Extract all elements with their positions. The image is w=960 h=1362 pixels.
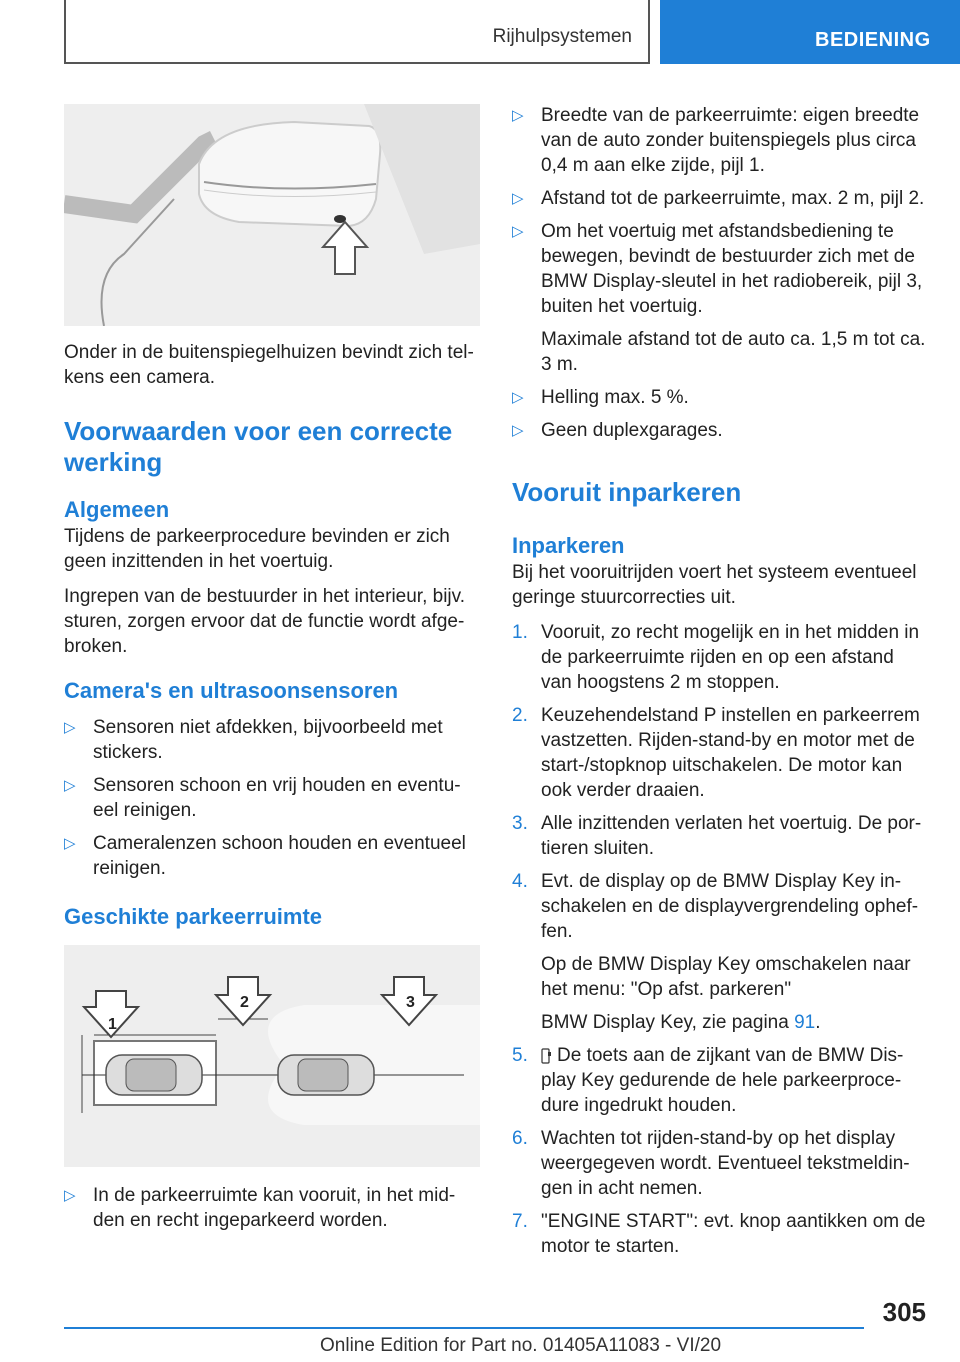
diagram-label: 3 (406, 994, 415, 1011)
list-item: ▷ Cameralenzen schoon houden en eventueel reinigen. (64, 833, 466, 879)
sensors-heading: Camera's en ultrasoonsensoren (64, 678, 399, 703)
general-paragraph-2: Ingrepen van de bestuurder in het interieur, bijv. sturen, zorgen ervoor dat de functie wordt afge-broken. (64, 586, 466, 657)
left-column (64, 100, 480, 1241)
step-number: 5. (512, 1045, 528, 1066)
triangle-bullet-icon: ▷ (512, 422, 524, 439)
list-item: ▷ In de parkeerruimte kan vooruit, in het mid-den en recht ingeparkeerd worden. (64, 1185, 456, 1231)
list-item: 5. De toets aan de zijkant van de BMW Dis-play Key gedurende de hele parkeerproce-dure ingedrukt houden. (512, 1045, 904, 1116)
footer-edition: Online Edition for Part no. 01405A11083 - VI/20 (320, 1335, 722, 1356)
triangle-bullet-icon: ▷ (64, 719, 76, 736)
parking-space-diagram (64, 945, 480, 1167)
mirror-camera-figure (64, 104, 480, 326)
diagram-label: 1 (108, 1016, 117, 1033)
triangle-bullet-icon: ▷ (512, 389, 524, 406)
triangle-bullet-icon: ▷ (64, 835, 76, 852)
header-section-title: Rijhulpsystemen (492, 26, 632, 47)
triangle-bullet-icon: ▷ (64, 1187, 76, 1204)
forward-parking-heading: Vooruit inparkeren (512, 477, 742, 507)
car-icon (106, 1055, 202, 1095)
list-item-subtext: Op de BMW Display Key omschakelen naar het menu: "Op afst. parkeren" (541, 954, 911, 1000)
list-item-subtext: BMW Display Key, zie pagina 91. (541, 1012, 821, 1033)
step-number: 6. (512, 1128, 528, 1149)
conditions-heading: Voorwaarden voor een correcte werking (64, 416, 453, 477)
list-item: ▷ Helling max. 5 %. (512, 387, 689, 408)
list-item: ▷ Om het voertuig met afstandsbediening te bewegen, bevindt de bestuurder zich met de BMW Display-sleutel in het radiobereik, pijl 3, buiten het voertuig. Maximale afstand tot de auto ca. 1,5 m tot ca. 3 m. (512, 219, 928, 377)
parking-space-figure (64, 945, 480, 1167)
general-paragraph-1: Tijdens de parkeerprocedure bevinden er zich geen inzittenden in het voertuig. (64, 526, 450, 572)
diagram-label: 2 (240, 994, 249, 1011)
display-key-icon (541, 1048, 551, 1064)
step-number: 1. (512, 622, 528, 643)
list-item-subtext: Maximale afstand tot de auto ca. 1,5 m tot ca. 3 m. (541, 329, 926, 375)
step-number: 3. (512, 813, 528, 834)
parking-intro: Bij het vooruitrijden voert het systeem eventueel geringe stuurcorrecties uit. (512, 562, 917, 608)
step-number: 4. (512, 871, 528, 892)
list-item: ▷ Breedte van de parkeerruimte: eigen breedte van de auto zonder buitenspiegels plus circa 0,4 m aan elke zijde, pijl 1. (512, 105, 920, 176)
parking-heading: Inparkeren (512, 533, 625, 558)
list-item: 7. "ENGINE START": evt. knop aantikken om de motor te starten. (512, 1211, 926, 1257)
list-item: ▷ Afstand tot de parkeerruimte, max. 2 m, pijl 2. (512, 188, 925, 209)
triangle-bullet-icon: ▷ (512, 190, 524, 207)
list-item: 1. Vooruit, zo recht mogelijk en in het midden in de parkeerruimte rijden en op een afstand van hoogstens 2 m stoppen. (512, 622, 920, 693)
figure-caption: Onder in de buitenspiegelhuizen bevindt zich tel-kens een camera. (64, 342, 474, 388)
mirror-camera-illustration (64, 104, 480, 326)
footer-divider (64, 1327, 864, 1329)
list-item: 3. Alle inzittenden verlaten het voertuig. De por-tieren sluiten. (512, 813, 922, 859)
list-item: ▷ Geen duplexgarages. (512, 420, 723, 441)
triangle-bullet-icon: ▷ (64, 777, 76, 794)
car-icon (278, 1055, 374, 1095)
parking-space-heading: Geschikte parkeerruimte (64, 904, 323, 929)
header-section-box (64, 0, 650, 64)
step-number: 7. (512, 1211, 528, 1232)
step-number: 2. (512, 705, 528, 726)
space-requirements-list (512, 103, 928, 443)
sensors-list (64, 715, 480, 881)
page-reference-link[interactable]: 91 (794, 1012, 816, 1033)
header-chapter-box (660, 0, 960, 64)
list-item: ▷ Sensoren schoon en vrij houden en eventu-eel reinigen. (64, 775, 461, 821)
diagram-note-list (64, 1183, 480, 1233)
triangle-bullet-icon: ▷ (512, 107, 524, 124)
parking-steps-list (512, 620, 928, 1259)
list-item: 2. Keuzehendelstand P instellen en parkeerrem vastzetten. Rijden-stand-by en motor met de start-/stopknop uitschakelen. De motor kan ook verder draaien. (512, 705, 920, 801)
list-item: ▷ Sensoren niet afdekken, bijvoorbeeld met stickers. (64, 717, 443, 763)
list-item: 4. Evt. de display op de BMW Display Key in-schakelen en de displayvergrendeling ophef-fen. Op de BMW Display Key omschakelen naar het menu: "Op afst. parkeren" BMW Display Key, zie pagina 91. (512, 869, 928, 1035)
general-heading: Algemeen (64, 497, 170, 522)
right-column (512, 103, 928, 1267)
triangle-bullet-icon: ▷ (512, 223, 524, 240)
list-item: 6. Wachten tot rijden-stand-by op het display weergegeven wordt. Eventueel tekstmeldin-gen in acht nemen. (512, 1128, 910, 1199)
page-number: 305 (882, 1297, 926, 1327)
header-chapter-title: BEDIENING (815, 29, 931, 51)
